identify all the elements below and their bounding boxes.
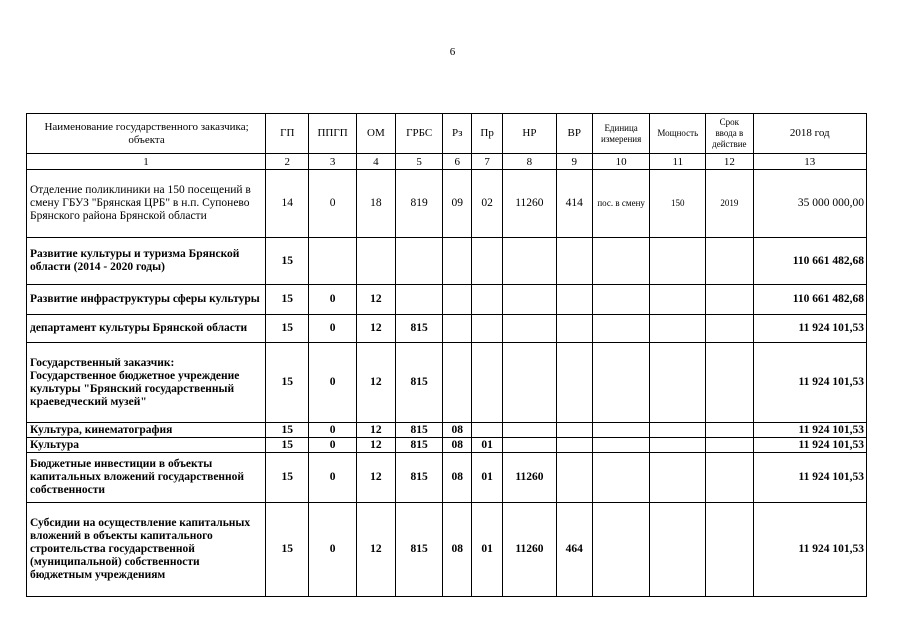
row-vr bbox=[556, 315, 592, 343]
header-pr: Пр bbox=[472, 114, 503, 154]
row-grbs: 815 bbox=[395, 343, 442, 423]
row-term bbox=[706, 315, 753, 343]
row-unit: пос. в смену bbox=[592, 170, 650, 238]
row-om bbox=[356, 238, 395, 285]
row-nr bbox=[503, 343, 557, 423]
column-number: 10 bbox=[592, 154, 650, 170]
row-gp: 15 bbox=[266, 438, 309, 453]
header-row bbox=[27, 114, 867, 154]
row-amount: 110 661 482,68 bbox=[753, 285, 866, 315]
row-rz: 08 bbox=[443, 503, 472, 597]
row-name: Развитие инфраструктуры сферы культуры bbox=[27, 285, 266, 315]
row-gp: 15 bbox=[266, 238, 309, 285]
row-om: 12 bbox=[356, 423, 395, 438]
row-capacity bbox=[650, 503, 706, 597]
row-grbs: 815 bbox=[395, 503, 442, 597]
column-number: 2 bbox=[266, 154, 309, 170]
column-number: 1 bbox=[27, 154, 266, 170]
row-term bbox=[706, 453, 753, 503]
row-vr: 414 bbox=[556, 170, 592, 238]
row-grbs: 815 bbox=[395, 453, 442, 503]
row-name: Бюджетные инвестиции в объекты капитальных вложений государственной собственности bbox=[27, 453, 266, 503]
header-term: Срок ввода в действие bbox=[706, 114, 753, 154]
column-numbers-row bbox=[27, 154, 867, 170]
row-unit bbox=[592, 503, 650, 597]
row-pr: 01 bbox=[472, 453, 503, 503]
table-row bbox=[27, 285, 867, 315]
column-number: 8 bbox=[503, 154, 557, 170]
header-unit: Единица измерения bbox=[592, 114, 650, 154]
row-vr bbox=[556, 453, 592, 503]
row-grbs: 815 bbox=[395, 423, 442, 438]
row-om: 12 bbox=[356, 285, 395, 315]
row-term bbox=[706, 423, 753, 438]
row-amount: 11 924 101,53 bbox=[753, 315, 866, 343]
row-nr bbox=[503, 315, 557, 343]
row-rz bbox=[443, 315, 472, 343]
row-ppgp bbox=[309, 238, 356, 285]
header-nr: НР bbox=[503, 114, 557, 154]
table-row bbox=[27, 315, 867, 343]
row-name: департамент культуры Брянской области bbox=[27, 315, 266, 343]
row-amount: 35 000 000,00 bbox=[753, 170, 866, 238]
row-capacity bbox=[650, 285, 706, 315]
row-pr bbox=[472, 343, 503, 423]
row-rz: 09 bbox=[443, 170, 472, 238]
row-capacity bbox=[650, 438, 706, 453]
table-row bbox=[27, 453, 867, 503]
row-om: 18 bbox=[356, 170, 395, 238]
row-capacity bbox=[650, 238, 706, 285]
row-unit bbox=[592, 343, 650, 423]
row-gp: 15 bbox=[266, 453, 309, 503]
row-amount: 11 924 101,53 bbox=[753, 453, 866, 503]
row-name: Культура, кинематография bbox=[27, 423, 266, 438]
row-vr bbox=[556, 285, 592, 315]
row-om: 12 bbox=[356, 453, 395, 503]
row-name: Субсидии на осуществление капитальных вложений в объекты капитального строительства государственной (муниципальной) собственности бюджетным учреждениям bbox=[27, 503, 266, 597]
row-ppgp: 0 bbox=[309, 438, 356, 453]
row-nr bbox=[503, 238, 557, 285]
row-vr bbox=[556, 343, 592, 423]
row-grbs: 819 bbox=[395, 170, 442, 238]
row-capacity bbox=[650, 453, 706, 503]
row-rz: 08 bbox=[443, 423, 472, 438]
row-rz: 08 bbox=[443, 453, 472, 503]
header-grbs: ГРБС bbox=[395, 114, 442, 154]
row-term bbox=[706, 438, 753, 453]
row-capacity bbox=[650, 315, 706, 343]
row-pr bbox=[472, 315, 503, 343]
row-nr: 11260 bbox=[503, 503, 557, 597]
row-gp: 15 bbox=[266, 503, 309, 597]
budget-table bbox=[26, 113, 867, 597]
row-unit bbox=[592, 453, 650, 503]
row-grbs: 815 bbox=[395, 315, 442, 343]
row-unit bbox=[592, 315, 650, 343]
row-vr bbox=[556, 238, 592, 285]
column-number: 7 bbox=[472, 154, 503, 170]
row-name: Развитие культуры и туризма Брянской области (2014 - 2020 годы) bbox=[27, 238, 266, 285]
column-number: 9 bbox=[556, 154, 592, 170]
row-ppgp: 0 bbox=[309, 453, 356, 503]
row-pr: 01 bbox=[472, 503, 503, 597]
row-amount: 110 661 482,68 bbox=[753, 238, 866, 285]
row-ppgp: 0 bbox=[309, 343, 356, 423]
row-gp: 15 bbox=[266, 315, 309, 343]
row-pr: 01 bbox=[472, 438, 503, 453]
row-ppgp: 0 bbox=[309, 423, 356, 438]
row-ppgp: 0 bbox=[309, 315, 356, 343]
row-pr bbox=[472, 285, 503, 315]
row-om: 12 bbox=[356, 503, 395, 597]
row-term bbox=[706, 285, 753, 315]
row-nr bbox=[503, 438, 557, 453]
row-unit bbox=[592, 438, 650, 453]
row-vr bbox=[556, 423, 592, 438]
column-number: 4 bbox=[356, 154, 395, 170]
row-pr bbox=[472, 423, 503, 438]
row-om: 12 bbox=[356, 343, 395, 423]
row-rz bbox=[443, 285, 472, 315]
table-row bbox=[27, 503, 867, 597]
row-ppgp: 0 bbox=[309, 285, 356, 315]
row-grbs bbox=[395, 285, 442, 315]
row-om: 12 bbox=[356, 438, 395, 453]
header-name: Наименование государственного заказчика; объекта bbox=[27, 114, 266, 154]
row-capacity: 150 bbox=[650, 170, 706, 238]
column-number: 5 bbox=[395, 154, 442, 170]
row-rz: 08 bbox=[443, 438, 472, 453]
row-amount: 11 924 101,53 bbox=[753, 343, 866, 423]
row-term: 2019 bbox=[706, 170, 753, 238]
header-gp: ГП bbox=[266, 114, 309, 154]
row-amount: 11 924 101,53 bbox=[753, 438, 866, 453]
header-rz: Рз bbox=[443, 114, 472, 154]
row-gp: 15 bbox=[266, 285, 309, 315]
row-unit bbox=[592, 285, 650, 315]
table-row bbox=[27, 423, 867, 438]
table-row bbox=[27, 438, 867, 453]
table-row bbox=[27, 238, 867, 285]
row-unit bbox=[592, 238, 650, 285]
row-name: Государственный заказчик: Государственное бюджетное учреждение культуры "Брянский государственный краеведческий музей" bbox=[27, 343, 266, 423]
row-rz bbox=[443, 343, 472, 423]
row-capacity bbox=[650, 343, 706, 423]
column-number: 13 bbox=[753, 154, 866, 170]
row-unit bbox=[592, 423, 650, 438]
row-vr bbox=[556, 438, 592, 453]
column-number: 3 bbox=[309, 154, 356, 170]
header-ppgp: ППГП bbox=[309, 114, 356, 154]
page-number: 6 bbox=[449, 46, 456, 58]
table-row bbox=[27, 170, 867, 238]
row-nr: 11260 bbox=[503, 170, 557, 238]
row-name: Отделение поликлиники на 150 посещений в смену ГБУЗ "Брянская ЦРБ" в н.п. Супонево Брянского района Брянской области bbox=[27, 170, 266, 238]
row-vr: 464 bbox=[556, 503, 592, 597]
row-grbs bbox=[395, 238, 442, 285]
row-term bbox=[706, 238, 753, 285]
row-grbs: 815 bbox=[395, 438, 442, 453]
column-number: 6 bbox=[443, 154, 472, 170]
row-term bbox=[706, 343, 753, 423]
row-gp: 15 bbox=[266, 343, 309, 423]
row-pr bbox=[472, 238, 503, 285]
row-ppgp: 0 bbox=[309, 170, 356, 238]
column-number: 11 bbox=[650, 154, 706, 170]
row-amount: 11 924 101,53 bbox=[753, 503, 866, 597]
row-gp: 15 bbox=[266, 423, 309, 438]
row-pr: 02 bbox=[472, 170, 503, 238]
header-om: ОМ bbox=[356, 114, 395, 154]
row-capacity bbox=[650, 423, 706, 438]
header-vr: ВР bbox=[556, 114, 592, 154]
row-nr: 11260 bbox=[503, 453, 557, 503]
table-row bbox=[27, 343, 867, 423]
row-ppgp: 0 bbox=[309, 503, 356, 597]
row-om: 12 bbox=[356, 315, 395, 343]
row-gp: 14 bbox=[266, 170, 309, 238]
header-year: 2018 год bbox=[753, 114, 866, 154]
row-nr bbox=[503, 285, 557, 315]
row-amount: 11 924 101,53 bbox=[753, 423, 866, 438]
column-number: 12 bbox=[706, 154, 753, 170]
row-rz bbox=[443, 238, 472, 285]
row-term bbox=[706, 503, 753, 597]
row-nr bbox=[503, 423, 557, 438]
header-capacity: Мощность bbox=[650, 114, 706, 154]
row-name: Культура bbox=[27, 438, 266, 453]
